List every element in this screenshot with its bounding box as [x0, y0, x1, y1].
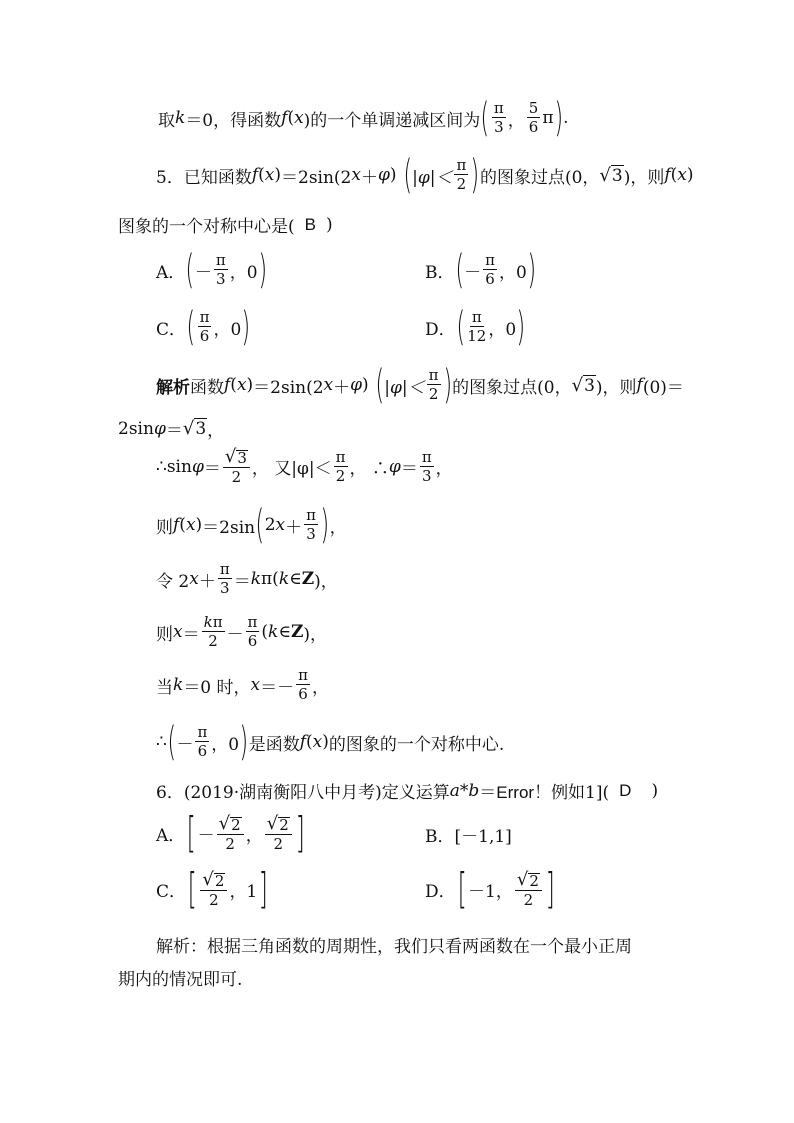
fraction: $\frac{\pi}{6}$	[197, 723, 208, 760]
condition: |φ|＜	[412, 167, 453, 188]
text: ，0	[498, 262, 527, 283]
text: )	[651, 780, 659, 801]
text: ，	[435, 459, 453, 479]
text: 2	[264, 515, 276, 535]
text: ＋	[333, 377, 351, 398]
text: ∴	[156, 732, 167, 752]
text: ，	[312, 677, 329, 698]
right-bracket: ]	[258, 864, 268, 913]
left-paren: (	[480, 95, 490, 141]
var-b: b	[468, 780, 480, 801]
left-paren: (	[186, 304, 196, 350]
text: ＝0 时，	[183, 677, 251, 698]
text: ，0	[213, 319, 242, 340]
option-c	[156, 304, 251, 350]
right-paren: )	[241, 304, 251, 350]
option-label: A．	[156, 262, 186, 283]
text: 是函数	[248, 734, 300, 755]
fraction: √ 2 2	[200, 871, 227, 908]
text: 则	[156, 624, 173, 645]
fraction: $\frac{\pi}{2}$	[335, 447, 346, 485]
text: )，	[314, 571, 338, 592]
fraction: $\frac{k\pi}{2}$	[203, 613, 223, 650]
right-paren: )	[320, 502, 330, 548]
question-number: 6．(2019·湖南衡阳八中月考)定义运算	[156, 783, 450, 803]
text: ，0	[229, 262, 258, 283]
option-d	[425, 304, 526, 350]
var-x: x	[294, 108, 304, 128]
solution-text: 期内的情况即可.	[118, 970, 243, 990]
text: )，	[303, 624, 328, 645]
text: ＝2sin(2	[253, 377, 324, 398]
text: π	[542, 108, 554, 128]
text: ，	[329, 517, 347, 538]
text: ＋	[360, 167, 378, 188]
fraction: $\frac{\pi}{6}$	[247, 613, 258, 650]
solution-5-line1: 解析 函数 f ( x ) ＝2sin(2 x ＋ φ ) ( |φ|＜ $\frac{\pi}{2}$ ) 的图象过点(0， √ 3 )，则 f (0)＝	[156, 362, 684, 408]
text: )，则	[623, 167, 665, 188]
text: 当	[156, 677, 173, 698]
text: 取	[158, 110, 175, 131]
text: －	[226, 624, 244, 645]
text: (0)＝	[642, 377, 684, 398]
solution-6-line2	[118, 965, 242, 990]
solution-5-line3: ∴sin φ ＝ √ 3 2 ， 又|φ|＜ $\frac{\pi}{2}$ ， ∴ φ ＝ $\frac{\pi}{3}$ ，	[156, 446, 453, 486]
text: π(	[261, 569, 279, 589]
text: 的图象的一个对称中心.	[328, 734, 505, 755]
right-paren: )	[527, 247, 536, 293]
q6-option-d: D． [ －1， √ 2 2 ]	[425, 864, 555, 913]
left-bracket: [	[457, 864, 467, 913]
var-f: f	[664, 165, 671, 185]
q6-option-c: C． [ √ 2 2 ，1 ]	[156, 864, 268, 913]
text: ＋	[285, 517, 303, 538]
solution-5-line5: 令 2 x ＋ $\frac{\pi}{3}$ ＝ k π( k ∈ Z )，	[156, 560, 338, 597]
sqrt: √ 3	[571, 374, 595, 396]
text: ＝	[479, 783, 497, 803]
text: ＝	[165, 421, 183, 441]
right-paren: )	[258, 247, 267, 293]
var-f: f	[251, 165, 259, 185]
text: ＋	[198, 571, 216, 592]
var-x: x	[677, 165, 687, 185]
sqrt: √ 3	[182, 418, 207, 439]
text: )	[325, 214, 333, 235]
option-label: D．	[425, 881, 456, 902]
text: )	[389, 165, 397, 185]
right-paren: )	[554, 95, 563, 141]
fraction: √ 2 2	[217, 815, 244, 852]
set-z: Z	[301, 569, 315, 589]
solution-text: 解析：根据三角函数的周期性，我们只看两函数在一个最小正周	[156, 937, 632, 957]
solution-6-line1	[156, 932, 632, 957]
right-bracket: ]	[295, 808, 305, 857]
text: 令 2	[156, 571, 190, 592]
text: (	[261, 622, 269, 642]
option-a	[156, 247, 267, 293]
text: 函数	[190, 377, 224, 398]
fraction: $\frac{\pi}{6}$	[199, 308, 210, 345]
question-5-stem-line2	[118, 212, 333, 237]
condition: |φ|＜	[384, 377, 425, 398]
option-label: D．	[425, 319, 456, 340]
line-decreasing-interval	[158, 95, 569, 141]
right-paren: )	[443, 362, 452, 408]
text: ，0	[211, 734, 240, 755]
option-label: C．	[156, 319, 187, 340]
var-k: k	[175, 108, 186, 128]
left-paren: (	[403, 152, 412, 198]
text: 的图象过点(0，	[452, 377, 572, 398]
text: ＝2sin(2	[281, 167, 352, 188]
solution-tag: 解析	[156, 377, 190, 397]
right-paren: )	[239, 719, 249, 765]
left-bracket: [	[186, 808, 196, 857]
option-label: B．	[425, 827, 455, 847]
text: 图象的一个对称中心是(	[118, 217, 295, 237]
answer: B	[304, 214, 316, 234]
text: ＝	[400, 459, 418, 479]
fraction: √ 2 2	[515, 871, 542, 908]
text: ∴sin	[156, 456, 192, 477]
fraction: $\frac{\pi}{3}$	[493, 99, 504, 136]
fraction: $\frac{\pi}{3}$	[215, 251, 226, 288]
text: )	[362, 375, 369, 395]
text: .	[563, 108, 569, 128]
option-label: B．	[425, 262, 455, 283]
var-x: x	[264, 165, 275, 185]
sign: －	[194, 262, 212, 283]
text: 2sin	[118, 418, 154, 439]
fraction: $\frac{\pi}{6}$	[298, 666, 308, 703]
answer: D	[619, 780, 632, 800]
fraction: $\frac{\pi}{3}$	[219, 560, 230, 597]
text: ＝	[203, 459, 221, 479]
fraction: $\frac{\pi}{2}$	[456, 156, 467, 193]
question-6-stem	[156, 778, 658, 803]
left-paren: (	[455, 247, 464, 293]
text: ＝	[182, 624, 200, 645]
option-label: A．	[156, 825, 186, 846]
text: ， 又|φ|＜	[251, 459, 332, 479]
text: ， ∴	[349, 459, 389, 479]
text: 例如1](	[551, 783, 610, 803]
left-paren: (	[167, 719, 176, 765]
var-f: f	[281, 108, 288, 128]
left-paren: (	[375, 362, 384, 408]
error-text: Error！	[496, 783, 552, 802]
text: ＝2sin	[202, 517, 256, 538]
sign: －	[176, 734, 194, 755]
question-number: 5．已知函数	[156, 167, 252, 188]
q6-option-b	[425, 822, 512, 847]
set-z: Z	[290, 622, 304, 642]
text: )的一个单调递减区间为	[303, 110, 481, 131]
var-x: x	[351, 165, 361, 185]
left-bracket: [	[187, 864, 197, 913]
text: ＝	[233, 571, 251, 592]
option-label: C．	[156, 881, 187, 902]
fraction: $\frac{\pi}{6}$	[485, 251, 495, 288]
text: )，则	[595, 377, 637, 398]
fraction: $\frac{\pi}{12}$	[467, 308, 487, 345]
option-value: [－1,1]	[454, 827, 512, 847]
fraction: $\frac{\pi}{3}$	[421, 447, 432, 485]
fraction: $\frac{5}{6}$	[528, 99, 539, 136]
text: ＝0，得函数	[185, 110, 282, 131]
fraction: $\frac{\pi}{3}$	[306, 506, 316, 543]
text: 则	[156, 517, 173, 538]
left-paren: (	[456, 304, 465, 350]
left-paren: (	[185, 247, 195, 293]
text: ＝－	[260, 677, 295, 698]
solution-5-line8: ∴ ( － $\frac{\pi}{6}$ ，0 ) 是函数 f ( x ) 的图象的一个对称中心.	[156, 719, 505, 765]
question-5-stem: 5．已知函数 f ( x ) ＝2sin(2 x ＋ φ ) ( |φ|＜ $\frac{\pi}{2}$ ) 的图象过点(0， √ 3 )，则 f ( x )	[156, 152, 694, 198]
left-paren: (	[255, 502, 265, 548]
text: ，0	[488, 319, 517, 340]
option-b	[425, 247, 536, 293]
sqrt: √ 3	[599, 164, 623, 186]
solution-5-line2: 2sin φ ＝ √ 3 ，	[118, 418, 225, 441]
sign: －	[464, 262, 482, 283]
text: ∈	[289, 569, 302, 589]
text: ，	[507, 110, 525, 131]
right-paren: )	[470, 152, 480, 198]
text: (	[287, 108, 295, 128]
right-paren: )	[516, 304, 526, 350]
right-bracket: ]	[545, 864, 555, 913]
solution-5-line4: 则 f ( x ) ＝2sin ( 2 x ＋ $\frac{\pi}{3}$ ) ，	[156, 502, 347, 548]
fraction: √ 2 2	[265, 815, 292, 852]
var-a: a	[449, 780, 460, 801]
q6-option-a: A． [ － √ 2 2 ， √ 2 2 ]	[156, 808, 305, 857]
text: *	[459, 780, 469, 801]
var-phi: φ	[377, 165, 390, 185]
solution-5-line7: 当 k ＝0 时， x ＝－ $\frac{\pi}{6}$ ，	[156, 666, 329, 703]
solution-5-line6: 则 x ＝ $\frac{k\pi}{2}$ － $\frac{\pi}{6}$ ( k ∈ Z )，	[156, 613, 328, 650]
fraction: √ 3 2	[223, 448, 250, 485]
text: 的图象过点(0，	[479, 167, 600, 188]
fraction: $\frac{\pi}{2}$	[428, 366, 439, 403]
text: ∈	[278, 622, 291, 642]
